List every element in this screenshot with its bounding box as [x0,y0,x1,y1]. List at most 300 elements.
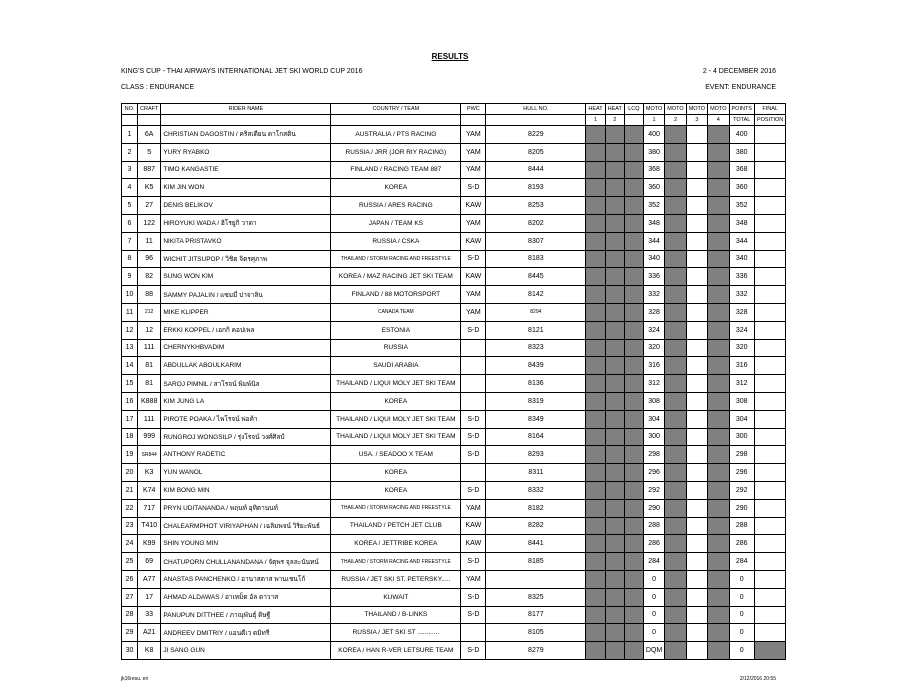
cell-pwc: S-D [461,446,486,464]
cell-lcq [624,392,643,410]
cell-no: 25 [122,553,138,571]
cell-heat2 [605,428,624,446]
cell-total: 312 [729,375,754,393]
cell-total: 316 [729,357,754,375]
cell-moto2 [665,375,686,393]
cell-no: 5 [122,197,138,215]
cell-moto4 [708,588,729,606]
cell-no: 21 [122,481,138,499]
cell-country: JAPAN / TEAM KS [331,214,461,232]
cell-hull: 8444 [486,161,586,179]
cell-heat1 [586,535,605,553]
cell-pwc [461,357,486,375]
cell-rider: KIM JIN WON [161,179,331,197]
cell-rider: ABDULLAK ABOULKARIM [161,357,331,375]
cell-no: 9 [122,268,138,286]
footer-printed: 2/12/2016 20:55 [739,676,776,682]
table-row [122,303,786,321]
cell-moto2 [665,126,686,144]
cell-no: 6 [122,214,138,232]
cell-heat2 [605,499,624,517]
cell-heat2 [605,339,624,357]
cell-final [754,642,785,660]
cell-final [754,588,785,606]
cell-country: THAILAND / LIQUI MOLY JET SKI TEAM [331,410,461,428]
cell-final [754,161,785,179]
cell-heat1 [586,339,605,357]
table-row [122,553,786,571]
cell-pwc: S-D [461,553,486,571]
cell-heat2 [605,303,624,321]
cell-moto1: 320 [643,339,664,357]
cell-no: 22 [122,499,138,517]
cell-final [754,428,785,446]
cell-heat2 [605,642,624,660]
cell-moto1: 336 [643,268,664,286]
col-moto4: MOTO [708,104,729,115]
cell-moto2 [665,464,686,482]
cell-moto1: 328 [643,303,664,321]
cell-country: KUWAIT [331,588,461,606]
col-hull: HULL NO. [486,104,586,115]
cell-final [754,517,785,535]
cell-moto2 [665,321,686,339]
cell-heat2 [605,143,624,161]
cell-craft: 82 [138,268,161,286]
cell-final [754,535,785,553]
table-row [122,410,786,428]
cell-craft: 69 [138,553,161,571]
cell-pwc [461,392,486,410]
cell-craft: 887 [138,161,161,179]
cell-final [754,446,785,464]
cell-moto4 [708,126,729,144]
cell-craft: 81 [138,375,161,393]
cell-craft: 81 [138,357,161,375]
cell-heat1 [586,268,605,286]
cell-moto2 [665,535,686,553]
cell-moto2 [665,214,686,232]
cell-no: 24 [122,535,138,553]
class-label: CLASS : ENDURANCE [121,84,195,91]
cell-country: RUSSIA / JET SKI ST. PETERSKY..... [331,570,461,588]
cell-pwc: KAW [461,197,486,215]
cell-lcq [624,517,643,535]
cell-lcq [624,553,643,571]
cell-lcq [624,268,643,286]
cell-rider: CHRISTIAN DAGOSTIN / คริสเตียน ดาโกสติน [161,126,331,144]
cell-moto1: 304 [643,410,664,428]
cell-lcq [624,446,643,464]
cell-final [754,392,785,410]
cell-moto1: 0 [643,570,664,588]
table-row [122,446,786,464]
cell-moto3 [686,303,707,321]
cell-moto4 [708,570,729,588]
cell-country: USA. / SEADOO X TEAM [331,446,461,464]
table-row [122,357,786,375]
cell-moto3 [686,126,707,144]
cell-moto3 [686,392,707,410]
cell-heat2 [605,553,624,571]
cell-moto4 [708,161,729,179]
cell-pwc: KAW [461,268,486,286]
cell-country: THAILAND / LIQUI MOLY JET SKI TEAM [331,375,461,393]
cell-heat1 [586,126,605,144]
cell-heat1 [586,250,605,268]
cell-moto3 [686,499,707,517]
cell-hull: 8307 [486,232,586,250]
cell-moto4 [708,286,729,304]
cell-moto1: 288 [643,517,664,535]
cell-heat2 [605,250,624,268]
cell-moto2 [665,588,686,606]
cell-moto1: 300 [643,428,664,446]
table-row [122,642,786,660]
cell-moto4 [708,410,729,428]
cell-craft: 122 [138,214,161,232]
cell-hull: 8202 [486,214,586,232]
cell-heat2 [605,446,624,464]
cell-moto2 [665,570,686,588]
cell-total: 368 [729,161,754,179]
cell-lcq [624,197,643,215]
cell-heat1 [586,321,605,339]
cell-moto4 [708,232,729,250]
results-title: RESULTS [431,52,469,61]
cell-no: 30 [122,642,138,660]
cell-moto2 [665,268,686,286]
table-row [122,535,786,553]
cell-rider: ERKKI KOPPEL / เอกกิ คอปเพล [161,321,331,339]
table-row [122,143,786,161]
table-row [122,464,786,482]
cell-lcq [624,143,643,161]
cell-moto3 [686,535,707,553]
col-heat1: HEAT [586,104,605,115]
cell-no: 28 [122,606,138,624]
cell-country: FINLAND / 88 MOTORSPORT [331,286,461,304]
cell-heat1 [586,606,605,624]
cell-moto3 [686,553,707,571]
table-row [122,392,786,410]
cell-heat1 [586,232,605,250]
cell-moto2 [665,339,686,357]
cell-country: RUSSIA [331,339,461,357]
cell-moto4 [708,375,729,393]
cell-moto2 [665,250,686,268]
cell-lcq [624,464,643,482]
cell-moto2 [665,428,686,446]
cell-heat1 [586,588,605,606]
col-points-sub: TOTAL [729,115,754,126]
cell-no: 10 [122,286,138,304]
cell-craft: 111 [138,339,161,357]
cell-heat1 [586,428,605,446]
col-heat2: HEAT [605,104,624,115]
cell-moto1: 316 [643,357,664,375]
cell-craft: 999 [138,428,161,446]
cell-pwc: YAM [461,570,486,588]
cell-rider: YURY RYABKO [161,143,331,161]
cell-moto4 [708,250,729,268]
cell-craft: 212 [138,303,161,321]
cell-moto1: 348 [643,214,664,232]
event-dates: 2 - 4 DECEMBER 2016 [702,68,776,75]
results-table [121,103,786,660]
cell-country: CANADA TEAM [331,303,461,321]
cell-heat1 [586,410,605,428]
cell-heat1 [586,642,605,660]
cell-lcq [624,286,643,304]
cell-pwc: S-D [461,481,486,499]
cell-total: 298 [729,446,754,464]
cell-total: 348 [729,214,754,232]
cell-lcq [624,428,643,446]
cell-moto2 [665,553,686,571]
cell-moto3 [686,588,707,606]
cell-moto2 [665,303,686,321]
cell-hull: 8105 [486,624,586,642]
cell-moto1: 340 [643,250,664,268]
table-row [122,428,786,446]
cell-lcq [624,499,643,517]
cell-no: 29 [122,624,138,642]
cell-moto3 [686,357,707,375]
cell-heat2 [605,606,624,624]
cell-moto3 [686,642,707,660]
cell-moto4 [708,606,729,624]
cell-craft: 717 [138,499,161,517]
cell-moto1: 0 [643,588,664,606]
col-lcq: LCQ [624,104,643,115]
cell-moto4 [708,303,729,321]
cell-pwc: S-D [461,410,486,428]
cell-hull: 8349 [486,410,586,428]
cell-rider: MIKE KLIPPER [161,303,331,321]
cell-hull: 8293 [486,446,586,464]
cell-moto4 [708,624,729,642]
cell-moto2 [665,517,686,535]
cell-total: 340 [729,250,754,268]
cell-moto4 [708,357,729,375]
cell-moto3 [686,161,707,179]
cell-lcq [624,179,643,197]
cell-total: 324 [729,321,754,339]
cell-total: 344 [729,232,754,250]
cell-no: 16 [122,392,138,410]
cell-heat2 [605,624,624,642]
cell-moto3 [686,250,707,268]
cell-moto2 [665,624,686,642]
cell-heat1 [586,570,605,588]
cell-moto1: 368 [643,161,664,179]
cell-no: 23 [122,517,138,535]
cell-moto3 [686,481,707,499]
cell-moto2 [665,392,686,410]
table-row [122,161,786,179]
cell-total: 332 [729,286,754,304]
cell-rider: AHMAD ALDAWAS / อาเหม็ด อัล ดาวาส [161,588,331,606]
cell-country: KOREA [331,481,461,499]
cell-craft: K3 [138,464,161,482]
cell-hull: 8279 [486,642,586,660]
footer-file: jk16resu. en [121,676,149,682]
cell-lcq [624,126,643,144]
cell-heat1 [586,553,605,571]
cell-lcq [624,481,643,499]
cell-heat2 [605,126,624,144]
cell-final [754,250,785,268]
cell-craft: 96 [138,250,161,268]
cell-total: 320 [729,339,754,357]
cell-total: 380 [729,143,754,161]
cell-lcq [624,214,643,232]
cell-final [754,624,785,642]
cell-hull: 8253 [486,197,586,215]
cell-moto3 [686,143,707,161]
cell-heat2 [605,214,624,232]
cell-rider: SAMMY PAJALIN / แซมมี่ ปาจาลิน [161,286,331,304]
cell-hull: 8229 [486,126,586,144]
cell-moto3 [686,410,707,428]
col-moto3: MOTO [686,104,707,115]
cell-lcq [624,303,643,321]
cell-total: 300 [729,428,754,446]
cell-hull: 8311 [486,464,586,482]
cell-craft: 27 [138,197,161,215]
cell-heat2 [605,179,624,197]
cell-no: 3 [122,161,138,179]
cell-rider: CHERNYKHBVADIM [161,339,331,357]
cell-total: 328 [729,303,754,321]
cell-total: 308 [729,392,754,410]
cell-moto4 [708,143,729,161]
cell-heat2 [605,268,624,286]
cell-moto1: 332 [643,286,664,304]
cell-country: AUSTRALIA / PTS RACING [331,126,461,144]
cell-moto4 [708,481,729,499]
cell-pwc: YAM [461,143,486,161]
cell-moto1: 360 [643,179,664,197]
cell-total: 0 [729,606,754,624]
col-moto4-sub: 4 [708,115,729,126]
cell-no: 2 [122,143,138,161]
cell-heat1 [586,214,605,232]
cell-country: THAILAND / STORM RACING AND FREESTYLE [331,553,461,571]
cell-pwc: KAW [461,232,486,250]
cell-lcq [624,375,643,393]
cell-rider: DENIS BELIKOV [161,197,331,215]
cell-country: KOREA [331,392,461,410]
cell-final [754,499,785,517]
cell-moto3 [686,214,707,232]
cell-heat2 [605,517,624,535]
cell-pwc [461,375,486,393]
cell-moto4 [708,197,729,215]
cell-no: 26 [122,570,138,588]
cell-final [754,286,785,304]
cell-heat2 [605,588,624,606]
cell-final [754,321,785,339]
cell-craft: K5 [138,179,161,197]
cell-country: SAUDI ARABIA [331,357,461,375]
cell-total: 336 [729,268,754,286]
cell-moto2 [665,286,686,304]
cell-total: 292 [729,481,754,499]
cell-moto3 [686,197,707,215]
col-heat1-sub: 1 [586,115,605,126]
cell-hull: 8325 [486,588,586,606]
cell-moto3 [686,517,707,535]
cell-moto1: DQM [643,642,664,660]
cell-moto2 [665,642,686,660]
cell-moto1: 286 [643,535,664,553]
cell-final [754,553,785,571]
cell-final [754,179,785,197]
cell-heat1 [586,517,605,535]
col-craft: CRAFT [138,104,161,115]
cell-total: 0 [729,642,754,660]
cell-rider: SAROJ PIMNIL / สาโรจน์ พิมพ์นิล [161,375,331,393]
cell-craft: 5 [138,143,161,161]
cell-final [754,481,785,499]
cell-pwc: S-D [461,588,486,606]
cell-heat2 [605,321,624,339]
cell-rider: ANDREEV DMITRIY / แอนดีเว ดมิทรี [161,624,331,642]
cell-craft: 88 [138,286,161,304]
cell-country: KOREA / MAZ RACING JET SKI TEAM [331,268,461,286]
cell-moto2 [665,143,686,161]
cell-no: 8 [122,250,138,268]
cell-craft: T410 [138,517,161,535]
cell-moto4 [708,392,729,410]
cell-moto4 [708,214,729,232]
cell-moto2 [665,606,686,624]
cell-no: 15 [122,375,138,393]
cell-pwc: KAW [461,535,486,553]
cell-rider: CHALEARMPHOT VIRIYAPHAN / เฉลิมพจน์ วิริยะพันธ์ [161,517,331,535]
cell-moto1: 400 [643,126,664,144]
cell-heat1 [586,464,605,482]
cell-final [754,126,785,144]
cell-heat1 [586,481,605,499]
cell-hull: 8294 [486,303,586,321]
table-row [122,606,786,624]
cell-lcq [624,606,643,624]
cell-no: 18 [122,428,138,446]
table-row [122,339,786,357]
cell-hull: 8183 [486,250,586,268]
cell-hull: 8121 [486,321,586,339]
cell-moto1: 0 [643,624,664,642]
cell-moto4 [708,446,729,464]
cell-heat2 [605,481,624,499]
table-row [122,570,786,588]
cell-no: 1 [122,126,138,144]
table-row [122,321,786,339]
cell-moto3 [686,375,707,393]
cell-heat2 [605,286,624,304]
cell-moto2 [665,357,686,375]
cell-lcq [624,161,643,179]
cell-moto3 [686,428,707,446]
cell-no: 20 [122,464,138,482]
cell-final [754,375,785,393]
table-row [122,375,786,393]
cell-country: KOREA [331,464,461,482]
cell-heat1 [586,624,605,642]
